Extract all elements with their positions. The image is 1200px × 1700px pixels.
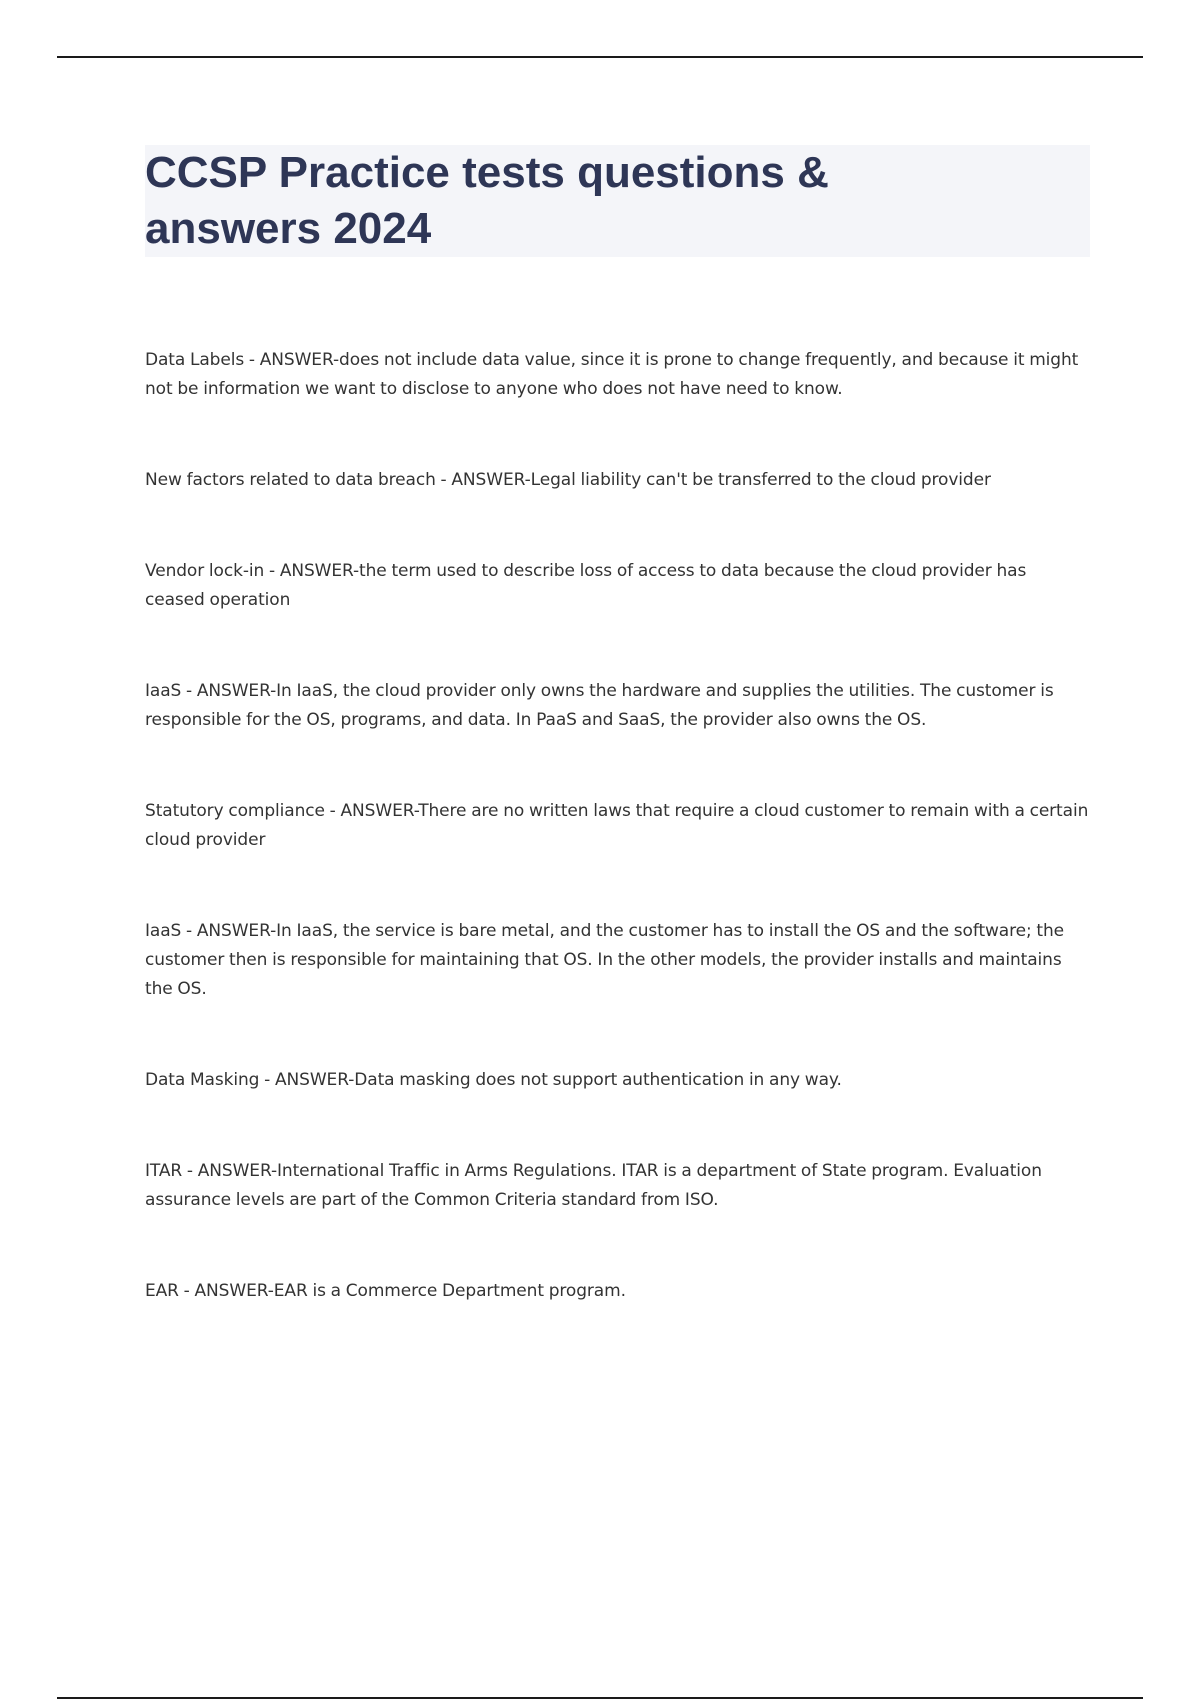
top-divider — [57, 56, 1143, 58]
bottom-divider — [57, 1697, 1143, 1699]
qa-item-data-labels: Data Labels - ANSWER-does not include data value, since it is prone to change frequently, and because it might not be information we want to disclose to anyone who does not have need to know. — [145, 350, 1079, 399]
qa-list — [145, 346, 1090, 1306]
qa-item-data-masking: Data Masking - ANSWER-Data masking does not support authentication in any way. — [145, 1070, 842, 1090]
qa-item-statutory-compliance: Statutory compliance - ANSWER-There are no written laws that require a cloud customer to remain with a certain cloud provider — [145, 801, 1089, 850]
qa-item-vendor-lock-in: Vendor lock-in - ANSWER-the term used to describe loss of access to data because the cloud provider has ceased operation — [145, 561, 1027, 610]
page-title: CCSP Practice tests questions & answers 2024 — [145, 148, 829, 253]
qa-item-iaas-ownership: IaaS - ANSWER-In IaaS, the cloud provider only owns the hardware and supplies the utilities. The customer is responsible for the OS, programs, and data. In PaaS and SaaS, the provider also owns the OS. — [145, 681, 1054, 730]
qa-item-ear: EAR - ANSWER-EAR is a Commerce Department program. — [145, 1281, 626, 1301]
qa-item-iaas-bare-metal: IaaS - ANSWER-In IaaS, the service is bare metal, and the customer has to install the OS and the software; the customer then is responsible for maintaining that OS. In the other models, the provider installs and maintains the OS. — [145, 921, 1065, 999]
qa-item-data-breach-factors: New factors related to data breach - ANSWER-Legal liability can't be transferred to the cloud provider — [145, 470, 991, 490]
qa-item-itar: ITAR - ANSWER-International Traffic in Arms Regulations. ITAR is a department of State program. Evaluation assurance levels are part of the Common Criteria standard from ISO. — [145, 1161, 1042, 1210]
title-banner — [145, 145, 1090, 257]
